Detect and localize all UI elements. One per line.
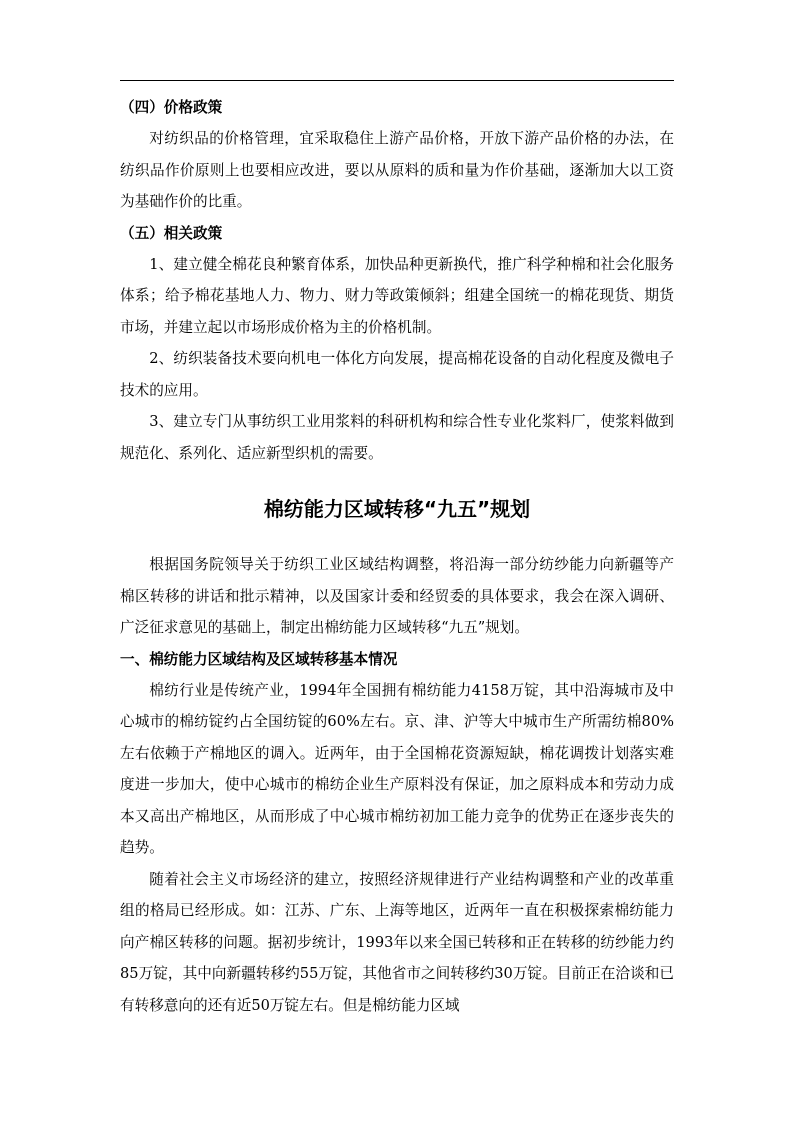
paragraph-price-policy: 对纺织品的价格管理，宜采取稳住上游产品价格，开放下游产品价格的办法，在纺织品作价原则上也要相应改进，要以从原料的质和量为作价基础，逐渐加大以工资为基础作价的比重。 (120, 130, 674, 210)
header-rule (120, 80, 674, 81)
section-heading-related-policy: （五）相关政策 (120, 224, 223, 242)
plan-title: 棉纺能力区域转移“九五”规划 (263, 497, 531, 521)
paragraph-basic-situation-2: 随着社会主义市场经济的建立，按照经济规律进行产业结构调整和产业的改革重组的格局已经形成。如：江苏、广东、上海等地区，近两年一直在积极探索棉纺能力向产棉区转移的问题。据初步统计，1993年以来全国已转移和正在转移的纺纱能力约85万锭，其中向新疆转移约55万锭，其他省市之间转移约30万锭。目前正在洽谈和已有转移意向的还有近50万锭左右。但是棉纺能力区域 (120, 870, 674, 1014)
document-body (120, 92, 674, 1021)
section-heading-price-policy: （四）价格政策 (120, 99, 223, 116)
section-heading-basic-situation: 一、棉纺能力区域结构及区域转移基本情况 (120, 650, 398, 668)
paragraph-related-policy-2: 2、纺织装备技术要向机电一体化方向发展，提高棉花设备的自动化程度及微电子技术的应用。 (120, 350, 674, 399)
paragraph-related-policy-3: 3、建立专门从事纺织工业用浆料的科研机构和综合性专业化浆料厂，使浆料做到规范化、系列化、适应新型织机的需要。 (120, 413, 674, 462)
paragraph-basic-situation-1: 棉纺行业是传统产业，1994年全国拥有棉纺能力4158万锭，其中沿海城市及中心城市的棉纺锭约占全国纺锭的60%左右。京、津、沪等大中城市生产所需纺棉80%左右依赖于产棉地区的调入。近两年，由于全国棉花资源短缺，棉花调拨计划落实难度进一步加大，使中心城市的棉纺企业生产原料没有保证，加之原料成本和劳动力成本又高出产棉地区，从而形成了中心城市棉纺初加工能力竞争的优势正在逐步丧失的趋势。 (120, 681, 674, 856)
plan-intro-paragraph: 根据国务院领导关于纺织工业区域结构调整，将沿海一部分纺纱能力向新疆等产棉区转移的讲话和批示精神，以及国家计委和经贸委的具体要求，我会在深入调研、广泛征求意见的基础上，制定出棉纺能力区域转移“九五”规划。 (120, 556, 674, 636)
paragraph-related-policy-1: 1、建立健全棉花良种繁育体系，加快品种更新换代，推广科学种棉和社会化服务体系；给予棉花基地人力、物力、财力等政策倾斜；组建全国统一的棉花现货、期货市场，并建立起以市场形成价格为主的价格机制。 (120, 255, 674, 336)
